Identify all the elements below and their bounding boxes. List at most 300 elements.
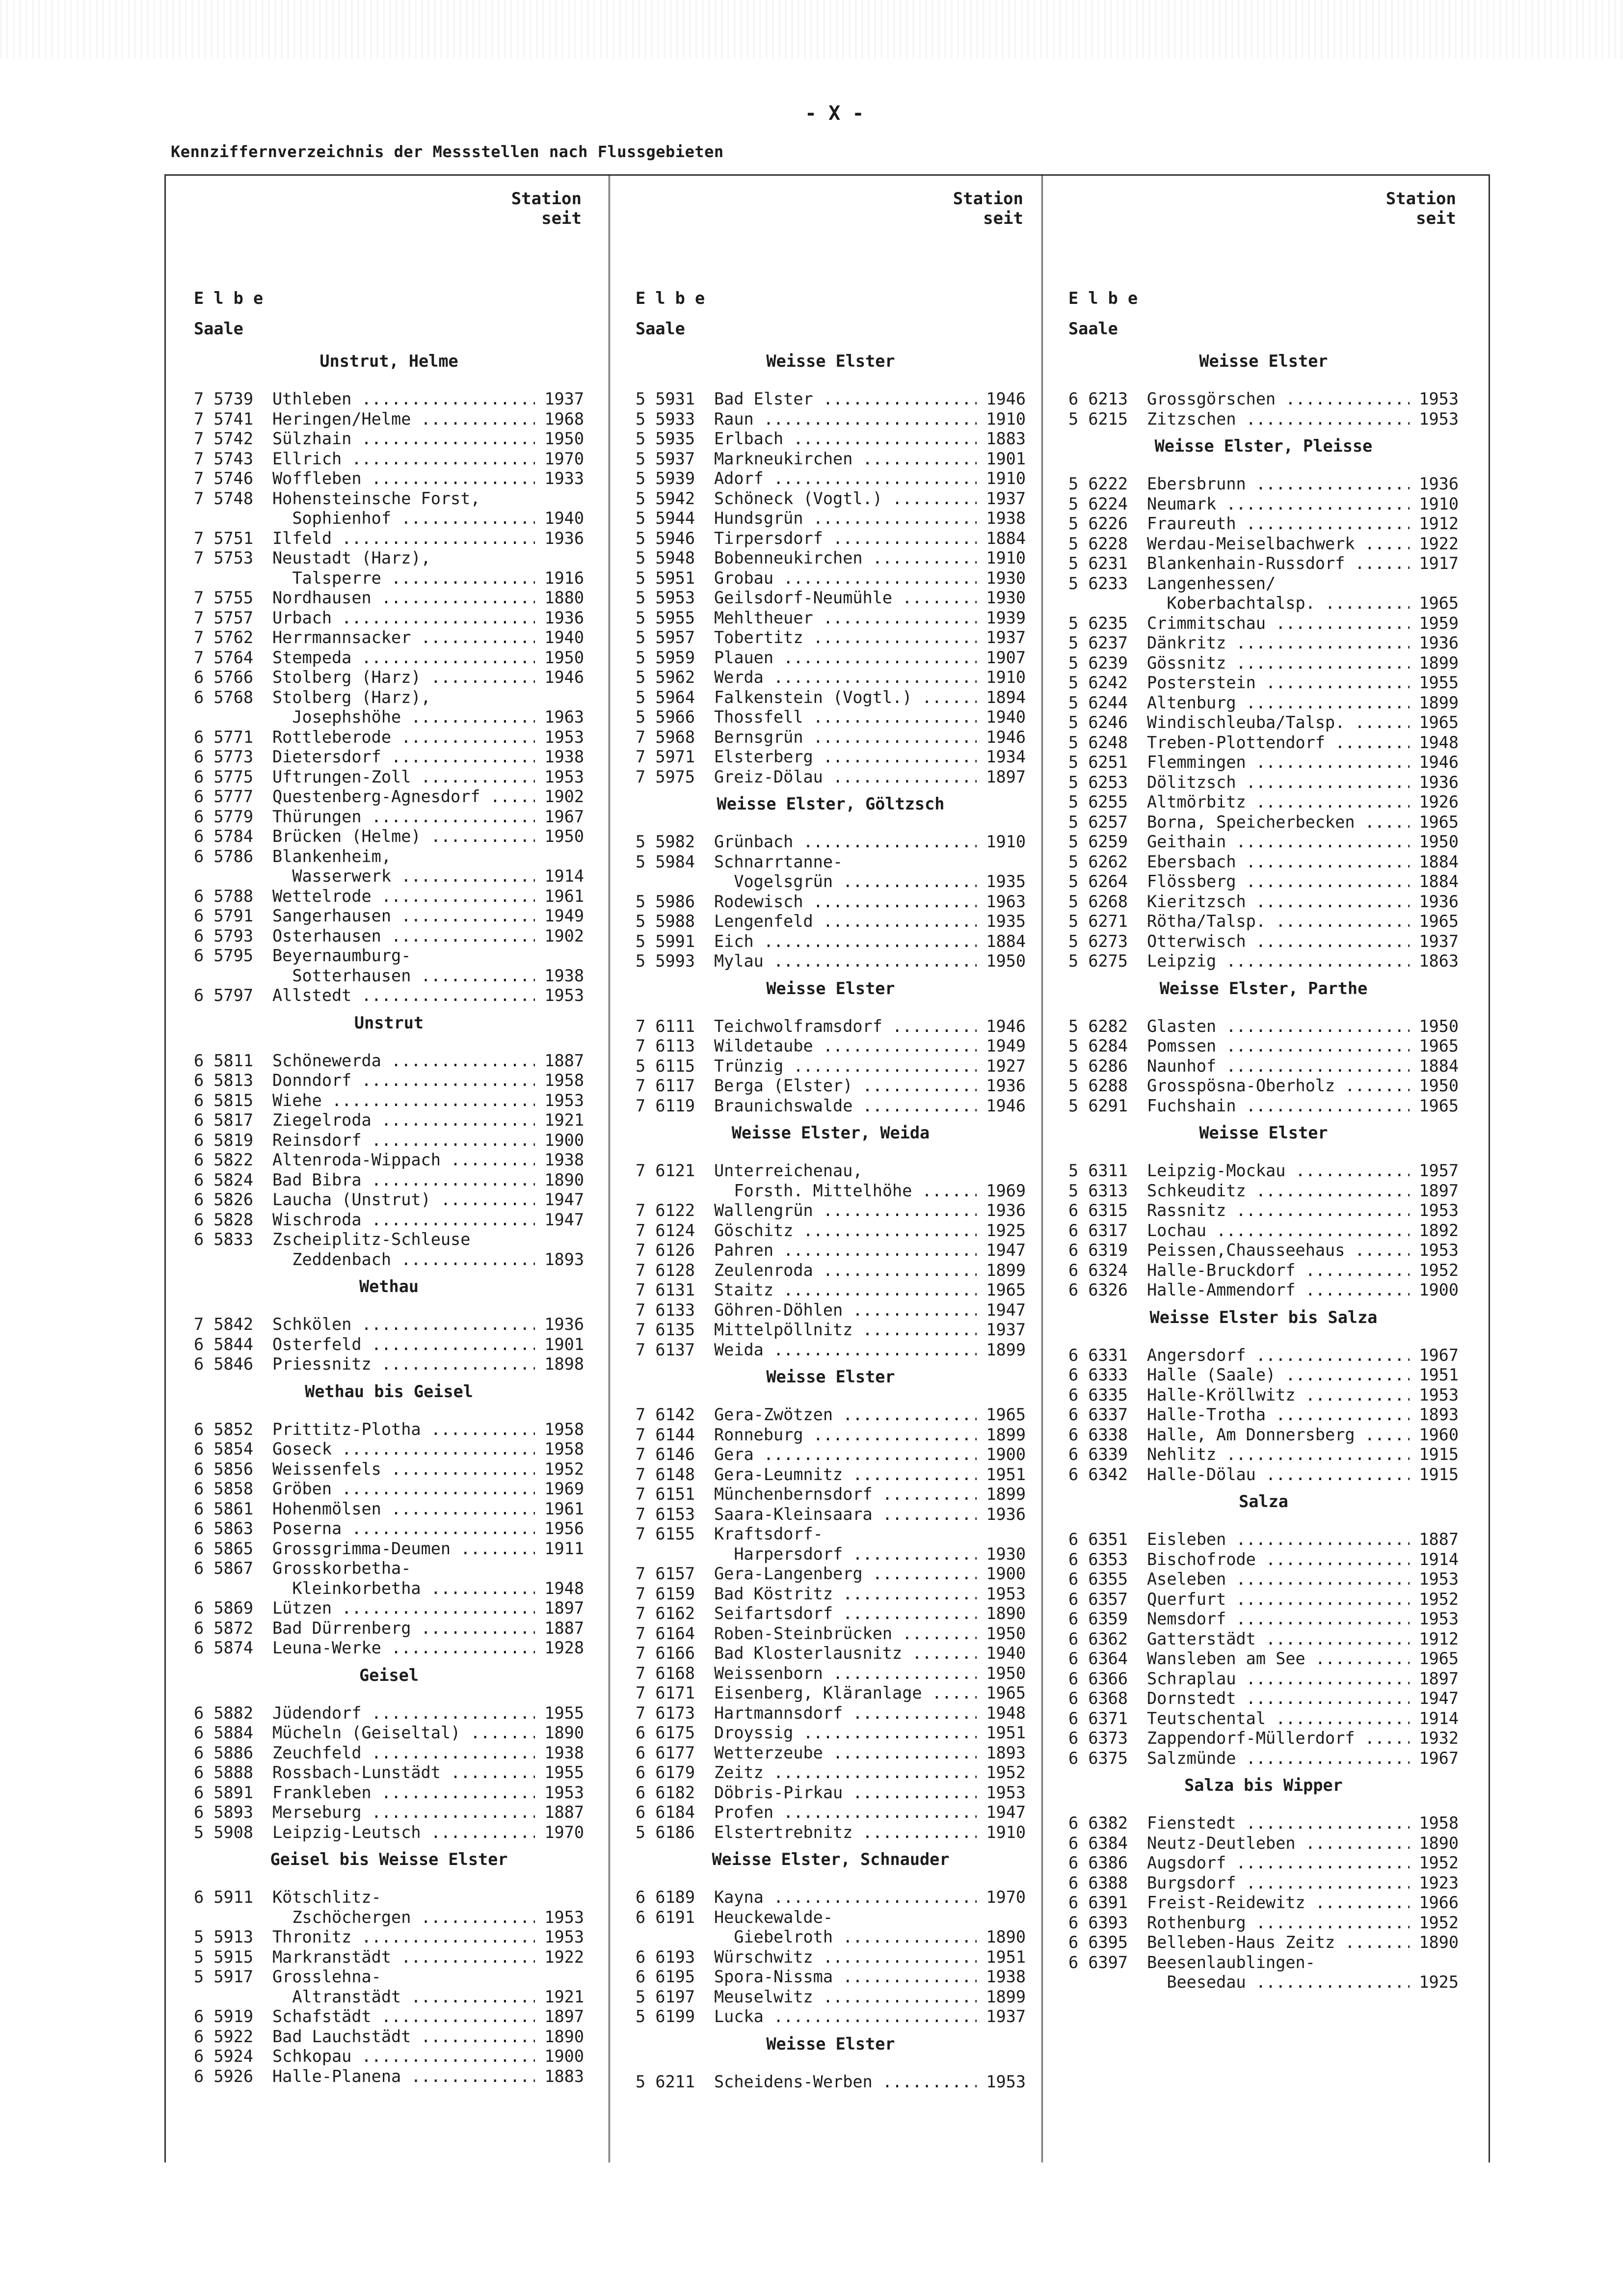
section-heading: Weisse Elster bis Salza	[1149, 1307, 1378, 1327]
station-code: 5 6199	[636, 2007, 695, 2026]
station-row	[194, 1888, 584, 1908]
station-code: 7 6157	[636, 1564, 695, 1583]
station-row	[1068, 932, 1459, 952]
station-row	[1068, 1629, 1459, 1649]
station-year	[535, 489, 584, 509]
station-year: 1910	[986, 548, 1026, 567]
station-year: 1930	[986, 568, 1026, 588]
station-code: 5 6197	[636, 1987, 695, 2006]
section-heading: Wethau bis Geisel	[305, 1381, 473, 1401]
section-heading: Weisse Elster, Weida	[731, 1123, 930, 1142]
station-name: Mücheln (Geiseltal) .....	[272, 1723, 535, 1743]
station-name: Wischroda .....	[272, 1210, 535, 1230]
station-row	[194, 1071, 584, 1091]
station-year: 1936	[986, 1504, 1026, 1524]
station-row	[194, 2067, 584, 2087]
station-year: 1950	[1419, 1076, 1459, 1095]
station-name: Dornstedt .....	[1147, 1689, 1410, 1709]
station-year	[535, 946, 584, 966]
station-name: Teutschental .....	[1147, 1709, 1410, 1729]
station-code: 5 6286	[1068, 1056, 1128, 1076]
station-code	[194, 1987, 272, 2007]
station-code: 6 5833	[194, 1230, 254, 1249]
station-year: 1890	[544, 1170, 584, 1189]
station-code: 7 6122	[636, 1201, 695, 1220]
station-code: 7 5753	[194, 548, 254, 567]
station-row	[1068, 1017, 1459, 1037]
station-name: Otterwisch .....	[1147, 932, 1410, 952]
station-code: 5 6231	[1068, 554, 1128, 573]
station-year: 1898	[544, 1354, 584, 1374]
station-code: 5 5993	[636, 951, 695, 971]
section-heading: Salza	[1239, 1492, 1288, 1511]
station-row	[1068, 1813, 1459, 1834]
station-name: Wildetaube .....	[714, 1036, 977, 1056]
station-name: Dölitzsch .....	[1147, 773, 1410, 793]
station-row	[194, 1131, 584, 1151]
station-row	[194, 1908, 584, 1928]
station-name: Würschwitz .....	[714, 1947, 977, 1968]
station-row	[636, 529, 1026, 549]
station-row	[1068, 534, 1459, 554]
station-year: 1969	[986, 1181, 1026, 1200]
river-heading: E l b e	[1068, 289, 1138, 308]
station-code: 5 5946	[636, 528, 695, 548]
station-code: 5 6233	[1068, 573, 1128, 593]
station-year: 1910	[986, 668, 1026, 687]
station-row	[636, 1763, 1026, 1783]
station-year: 1930	[986, 588, 1026, 607]
station-name: Salzmünde .....	[1147, 1749, 1410, 1769]
station-code: 6 5775	[194, 767, 254, 786]
station-year: 1947	[1419, 1689, 1459, 1708]
station-code: 6 6184	[636, 1803, 695, 1822]
station-name: Lengenfeld .....	[714, 912, 977, 932]
station-code: 6 6386	[1068, 1853, 1128, 1872]
station-row	[1068, 514, 1459, 534]
station-code: 5 6115	[636, 1056, 695, 1076]
station-row	[636, 608, 1026, 628]
station-name: Prittitz-Plotha .....	[272, 1420, 535, 1440]
station-name: Wasserwerk .....	[272, 866, 535, 887]
station-name: Flemmingen .....	[1147, 753, 1410, 773]
station-year: 1965	[986, 1280, 1026, 1299]
station-code: 5 5964	[636, 687, 695, 707]
station-name: Wetterzeube .....	[714, 1743, 977, 1763]
station-code: 6 5811	[194, 1051, 254, 1070]
station-name: Forsth. Mittelhöhe .....	[714, 1181, 977, 1201]
station-name: Glasten .....	[1147, 1017, 1410, 1037]
station-row	[1068, 1161, 1459, 1181]
station-name: Gera-Leumnitz .....	[714, 1465, 977, 1485]
station-code: 5 5991	[636, 931, 695, 951]
header-station: Station	[953, 189, 1023, 209]
station-name: Fienstedt .....	[1147, 1813, 1410, 1834]
station-code: 7 5757	[194, 608, 254, 627]
station-name: Sülzhain .....	[272, 429, 535, 449]
station-row	[1068, 389, 1459, 409]
station-name: Wiehe .....	[272, 1091, 535, 1111]
station-year: 1951	[986, 1723, 1026, 1742]
station-name: Ilfeld .....	[272, 529, 535, 549]
station-year: 1955	[544, 1763, 584, 1782]
station-row	[194, 1579, 584, 1599]
station-year: 1947	[986, 1241, 1026, 1260]
station-code: 7 6117	[636, 1076, 695, 1095]
station-name: Sophienhof .....	[272, 509, 535, 529]
station-row	[1068, 1076, 1459, 1096]
station-name: Hartmannsdorf .....	[714, 1703, 977, 1724]
station-year: 1921	[544, 1987, 584, 2006]
station-code: 5 5944	[636, 509, 695, 528]
station-row	[1068, 1873, 1459, 1893]
station-row	[1068, 792, 1459, 812]
station-name: Thronitz .....	[272, 1927, 535, 1947]
station-name: Thossfell .....	[714, 707, 977, 728]
station-year: 1897	[1419, 1181, 1459, 1200]
station-year: 1963	[986, 891, 1026, 911]
station-code: 6 5815	[194, 1090, 254, 1110]
station-name: Gatterstädt .....	[1147, 1629, 1410, 1649]
station-name: Urbach .....	[272, 608, 535, 628]
station-row	[1068, 1953, 1459, 1973]
station-name: Gera-Langenberg .....	[714, 1564, 977, 1584]
station-name: Adorf .....	[714, 469, 977, 489]
station-code: 6 5813	[194, 1071, 254, 1090]
station-name: Ebersbrunn .....	[1147, 474, 1410, 494]
station-name: Kayna .....	[714, 1888, 977, 1908]
station-row	[194, 1150, 584, 1170]
station-name: Schafstädt .....	[272, 2007, 535, 2027]
station-name: Nemsdorf .....	[1147, 1609, 1410, 1629]
station-row	[194, 1439, 584, 1459]
station-name: Talsperre .....	[272, 568, 535, 589]
station-year: 1950	[1419, 1016, 1459, 1036]
station-row	[194, 668, 584, 688]
station-code: 6 6391	[1068, 1893, 1128, 1912]
station-name: Belleben-Haus Zeitz .....	[1147, 1933, 1410, 1953]
station-year: 1951	[1419, 1365, 1459, 1384]
station-code: 6 5926	[194, 2066, 254, 2086]
station-name: Staitz .....	[714, 1280, 977, 1300]
station-code: 6 6368	[1068, 1689, 1128, 1708]
station-row	[194, 707, 584, 728]
section-heading: Weisse Elster	[766, 1367, 895, 1386]
station-year: 1953	[1419, 409, 1459, 429]
station-row	[194, 568, 584, 589]
station-code: 5 5988	[636, 912, 695, 931]
station-code: 7 6135	[636, 1320, 695, 1339]
station-name: Peissen,Chausseehaus .....	[1147, 1241, 1410, 1261]
section-heading: Wethau	[359, 1277, 419, 1296]
station-code	[636, 1181, 714, 1201]
station-name: Sotterhausen .....	[272, 966, 535, 986]
station-row	[636, 872, 1026, 892]
station-name: Uthleben .....	[272, 389, 535, 409]
station-row	[636, 832, 1026, 852]
station-year: 1955	[544, 1703, 584, 1723]
station-name: Poserna .....	[272, 1519, 535, 1539]
station-name: Gössnitz .....	[1147, 653, 1410, 674]
station-row	[1068, 773, 1459, 793]
station-name: Wallengrün .....	[714, 1201, 977, 1221]
station-year: 1890	[544, 1723, 584, 1742]
station-row	[636, 1743, 1026, 1763]
station-code: 6 6177	[636, 1743, 695, 1762]
station-code: 7 6148	[636, 1464, 695, 1484]
section-heading: Weisse Elster, Parthe	[1159, 978, 1368, 998]
station-code: 7 6142	[636, 1405, 695, 1424]
station-year: 1890	[986, 1604, 1026, 1623]
station-row	[194, 807, 584, 827]
station-year: 1963	[544, 707, 584, 727]
station-year: 1953	[986, 1783, 1026, 1802]
station-row	[636, 1485, 1026, 1505]
station-code: 5 5935	[636, 429, 695, 448]
station-name: Markneukirchen .....	[714, 449, 977, 469]
station-row	[194, 1459, 584, 1480]
station-year: 1961	[544, 886, 584, 906]
station-name: Querfurt .....	[1147, 1590, 1410, 1610]
station-year: 1958	[544, 1071, 584, 1090]
station-name: Werdau-Meiselbachwerk .....	[1147, 534, 1410, 554]
station-name: Plauen .....	[714, 648, 977, 668]
station-year: 1930	[986, 1544, 1026, 1564]
section-heading: Weisse Elster, Schnauder	[712, 1850, 950, 1869]
station-year	[535, 1888, 584, 1908]
station-year: 1966	[1419, 1893, 1459, 1912]
station-name: Schönewerda .....	[272, 1051, 535, 1071]
tributary-heading: Saale	[1068, 319, 1118, 338]
station-row	[1068, 951, 1459, 972]
station-code	[194, 1908, 272, 1928]
station-code: 5 6235	[1068, 613, 1128, 633]
station-name: Dietersdorf .....	[272, 747, 535, 767]
station-name: Ronneburg .....	[714, 1425, 977, 1445]
station-code: 5 6186	[636, 1822, 695, 1842]
station-name: Beesenlaublingen-	[1147, 1952, 1315, 1972]
station-name: Zitzschen .....	[1147, 409, 1410, 430]
station-row	[194, 2047, 584, 2067]
station-row	[194, 1539, 584, 1559]
station-row	[194, 469, 584, 489]
station-year: 1970	[544, 1822, 584, 1842]
station-row	[1068, 1569, 1459, 1590]
station-name: Grünbach .....	[714, 832, 977, 852]
station-year: 1950	[986, 951, 1026, 971]
station-row	[636, 1056, 1026, 1077]
station-code: 6 5797	[194, 986, 254, 1005]
section-heading: Weisse Elster	[1199, 1123, 1328, 1142]
station-code: 5 6311	[1068, 1161, 1128, 1180]
station-name: Osterhausen .....	[272, 926, 535, 946]
station-name: Weissenborn .....	[714, 1664, 977, 1684]
station-name: Uftrungen-Zoll .....	[272, 767, 535, 787]
station-year: 1961	[544, 1499, 584, 1518]
station-name: Falkenstein (Vogtl.) .....	[714, 688, 977, 708]
station-code: 6 6371	[1068, 1708, 1128, 1728]
station-row	[194, 1499, 584, 1519]
station-name: Leipzig-Leutsch .....	[272, 1823, 535, 1843]
station-name: Weissenfels .....	[272, 1459, 535, 1480]
station-code: 6 5828	[194, 1210, 254, 1229]
station-name: Bad Köstritz .....	[714, 1584, 977, 1604]
station-year: 1959	[1419, 613, 1459, 633]
station-year: 1883	[544, 2066, 584, 2086]
station-year: 1938	[544, 966, 584, 985]
station-name: Rottleberode .....	[272, 728, 535, 748]
station-name: Rossbach-Lunstädt .....	[272, 1763, 535, 1783]
station-code: 6 6326	[1068, 1280, 1128, 1299]
station-row	[194, 588, 584, 608]
station-name: Woffleben .....	[272, 469, 535, 489]
station-code: 6 5886	[194, 1743, 254, 1762]
station-name: Lochau .....	[1147, 1221, 1410, 1241]
station-name: Münchenbernsdorf .....	[714, 1485, 977, 1505]
station-code: 6 6193	[636, 1947, 695, 1967]
station-name: Merseburg .....	[272, 1803, 535, 1823]
station-row	[636, 1524, 1026, 1544]
station-row	[636, 852, 1026, 872]
station-name: Berga (Elster) .....	[714, 1076, 977, 1096]
station-name: Halle-Bruckdorf .....	[1147, 1261, 1410, 1281]
station-year: 1946	[986, 1016, 1026, 1036]
station-code: 7 6137	[636, 1340, 695, 1359]
column-header	[511, 189, 582, 228]
station-year: 1910	[986, 832, 1026, 851]
station-name: Thürungen .....	[272, 807, 535, 827]
station-name: Mylau .....	[714, 951, 977, 972]
station-name: Markranstädt .....	[272, 1947, 535, 1968]
station-year: 1953	[1419, 1385, 1459, 1405]
station-row	[636, 1505, 1026, 1525]
station-name: Rassnitz .....	[1147, 1201, 1410, 1221]
station-row	[636, 728, 1026, 748]
station-year: 1887	[544, 1618, 584, 1638]
station-year: 1965	[1419, 594, 1459, 613]
station-code: 7 5751	[194, 528, 254, 548]
station-name: Burgsdorf .....	[1147, 1873, 1410, 1893]
station-year	[1410, 1953, 1459, 1973]
station-row	[194, 1803, 584, 1823]
station-year: 1899	[986, 1425, 1026, 1444]
station-name: Hundsgrün .....	[714, 509, 977, 529]
station-name: Grobau .....	[714, 568, 977, 589]
station-name: Leuna-Werke .....	[272, 1638, 535, 1658]
station-year: 1936	[1419, 772, 1459, 792]
station-code: 6 5874	[194, 1638, 254, 1657]
station-row	[1068, 1853, 1459, 1873]
station-code: 7 6128	[636, 1260, 695, 1280]
station-name: Saara-Kleinsaara .....	[714, 1505, 977, 1525]
station-code: 6 5861	[194, 1499, 254, 1518]
station-year: 1912	[1419, 514, 1459, 533]
station-year: 1965	[1419, 1096, 1459, 1115]
station-name: Bad Bibra .....	[272, 1170, 535, 1190]
station-row	[194, 2007, 584, 2027]
station-code: 6 5793	[194, 926, 254, 945]
station-year: 1952	[1419, 1913, 1459, 1932]
station-name: Nehlitz .....	[1147, 1445, 1410, 1465]
station-year: 1894	[986, 687, 1026, 707]
header-station: Station	[1385, 189, 1456, 209]
station-row	[194, 728, 584, 748]
station-year: 1940	[986, 1644, 1026, 1663]
station-row	[194, 747, 584, 767]
station-year: 1927	[986, 1056, 1026, 1076]
station-year: 1967	[1419, 1748, 1459, 1768]
station-code: 6 5872	[194, 1618, 254, 1638]
station-name: Döbris-Pirkau .....	[714, 1783, 977, 1803]
station-year: 1928	[544, 1638, 584, 1657]
station-code: 6 5911	[194, 1888, 254, 1907]
station-year: 1965	[1419, 1036, 1459, 1055]
station-row	[194, 1703, 584, 1724]
section-heading: Geisel bis Weisse Elster	[270, 1850, 508, 1869]
station-code: 6 6395	[1068, 1933, 1128, 1952]
station-year: 1936	[1419, 891, 1459, 911]
station-name: Koberbachtalsp. .....	[1147, 594, 1410, 614]
station-name: Halle-Kröllwitz .....	[1147, 1385, 1410, 1405]
station-year: 1937	[986, 488, 1026, 508]
station-year: 1900	[544, 2047, 584, 2066]
station-row	[1068, 1181, 1459, 1201]
station-code: 5 6246	[1068, 713, 1128, 732]
station-row	[1068, 1669, 1459, 1689]
column-header	[953, 189, 1023, 228]
station-year: 1951	[986, 1947, 1026, 1967]
station-name: Trünzig .....	[714, 1056, 977, 1077]
section-heading: Weisse Elster	[766, 351, 895, 371]
station-year: 1936	[544, 1315, 584, 1334]
station-code: 5 5959	[636, 648, 695, 667]
station-row	[194, 1250, 584, 1270]
station-year: 1890	[1419, 1933, 1459, 1952]
station-code: 6 5854	[194, 1439, 254, 1459]
station-year: 1901	[986, 449, 1026, 468]
station-row	[636, 1340, 1026, 1360]
station-year: 1946	[986, 727, 1026, 747]
station-row	[636, 912, 1026, 932]
station-name: Brücken (Helme) .....	[272, 827, 535, 847]
station-year: 1949	[986, 1036, 1026, 1055]
station-year: 1899	[986, 1340, 1026, 1359]
station-name: Teichwolframsdorf .....	[714, 1017, 977, 1037]
station-row	[194, 1190, 584, 1210]
station-row	[636, 409, 1026, 430]
station-row	[636, 1723, 1026, 1743]
station-year: 1953	[544, 1927, 584, 1946]
station-year: 1938	[986, 509, 1026, 528]
station-row	[1068, 753, 1459, 773]
station-name: Elstertrebnitz .....	[714, 1823, 977, 1843]
station-row	[194, 509, 584, 529]
station-code: 5 5917	[194, 1967, 254, 1986]
station-year: 1938	[544, 747, 584, 766]
station-code: 6 6182	[636, 1783, 695, 1802]
station-row	[194, 1823, 584, 1843]
station-name: Wettelrode .....	[272, 887, 535, 907]
station-code: 7 5746	[194, 469, 254, 488]
station-year: 1953	[986, 2072, 1026, 2091]
station-year: 1863	[1419, 951, 1459, 971]
station-code: 5 5953	[636, 588, 695, 607]
station-row	[194, 767, 584, 787]
station-year: 1910	[1419, 494, 1459, 513]
station-year: 1948	[986, 1703, 1026, 1723]
station-code: 5 6239	[1068, 653, 1128, 673]
station-name: Herrmannsacker .....	[272, 628, 535, 648]
